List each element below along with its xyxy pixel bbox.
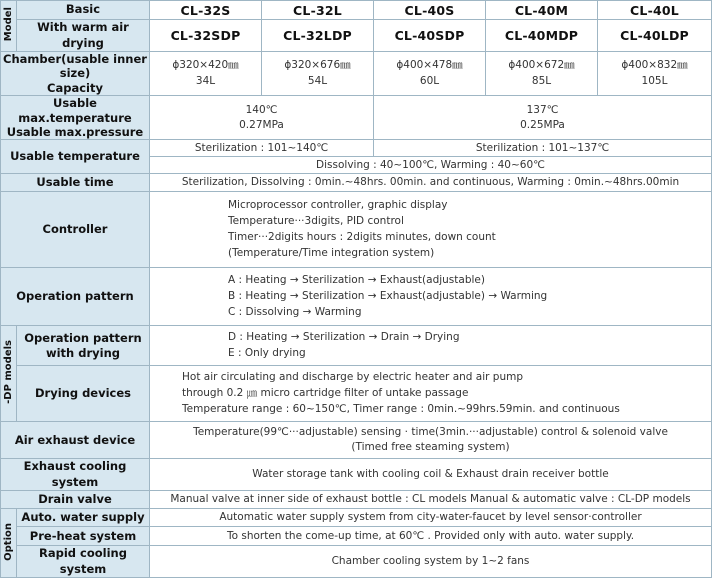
drying-devices-spec: Hot air circulating and discharge by electric heater and air pump through 0.2 ㎛ micro cartridge filter of untake passage Temperature range : 60~150℃, Timer range : 0min.~99hrs.59min. and continuous: [150, 366, 712, 422]
label-max-temperature: Usable max.temperature Usable max.pressure: [1, 96, 150, 140]
model-cell: CL-40L: [598, 1, 712, 20]
label-exhaust-cooling: Exhaust cooling system: [1, 459, 150, 491]
row-chamber: [1, 52, 712, 96]
dissolving-range: Dissolving : 40~100℃, Warming : 40~60℃: [150, 157, 712, 174]
row-operation-pattern: [1, 268, 712, 326]
row-usable-time: [1, 174, 712, 192]
group-label-model: Model: [1, 1, 17, 52]
usable-temp-cl32: Sterilization : 101~140℃: [150, 140, 374, 157]
chamber-cell: ϕ400×478㎜ 60L: [374, 52, 486, 96]
label-capacity: Capacity: [47, 80, 103, 95]
max-temp-cl32: 140℃ 0.27MPa: [150, 96, 374, 140]
row-basic: [1, 1, 712, 20]
model-cell: CL-40SDP: [374, 20, 486, 52]
operation-drying-list: D : Heating → Sterilization → Drain → Drying E : Only drying: [150, 326, 712, 366]
model-cell: CL-32S: [150, 1, 262, 20]
model-cell: CL-32SDP: [150, 20, 262, 52]
model-cell: CL-40MDP: [486, 20, 598, 52]
label-auto-water-supply: Auto. water supply: [17, 509, 150, 527]
label-operation-pattern: Operation pattern: [1, 268, 150, 326]
row-air-exhaust: [1, 422, 712, 459]
air-exhaust-spec: Temperature(99℃···adjustable) sensing · time(3min.···adjustable) control & solenoid valve (Timed free steaming system): [150, 422, 712, 459]
row-auto-water-supply: [1, 509, 712, 527]
label-warm-air: With warm air drying: [17, 20, 150, 52]
max-temp-cl40: 137℃ 0.25MPa: [374, 96, 712, 140]
row-controller: [1, 192, 712, 268]
label-usable-temperature: Usable temperature: [1, 140, 150, 174]
chamber-cell: ϕ400×832㎜ 105L: [598, 52, 712, 96]
row-operation-drying: [1, 326, 712, 366]
row-max-temperature: [1, 96, 712, 140]
row-exhaust-cooling: [1, 459, 712, 491]
row-usable-temperature: [1, 140, 712, 157]
model-cell: CL-32LDP: [262, 20, 374, 52]
chamber-cell: ϕ400×672㎜ 85L: [486, 52, 598, 96]
chamber-cell: ϕ320×420㎜ 34L: [150, 52, 262, 96]
usable-temp-cl40: Sterilization : 101~137℃: [374, 140, 712, 157]
row-drying-devices: [1, 366, 712, 422]
label-drying-devices: Drying devices: [17, 366, 150, 422]
model-cell: CL-40M: [486, 1, 598, 20]
row-warm-air: [1, 20, 712, 52]
controller-spec: Microprocessor controller, graphic display Temperature···3digits, PID control Timer···2digits hours : 2digits minutes, down count (Temperature/Time integration system): [150, 192, 712, 268]
group-label-dp-models: -DP models: [1, 326, 17, 422]
auto-water-supply-value: Automatic water supply system from city-water-faucet by level sensor·controller: [150, 509, 712, 527]
label-drain-valve: Drain valve: [1, 491, 150, 509]
label-pre-heat: Pre-heat system: [17, 527, 150, 546]
label-usable-time: Usable time: [1, 174, 150, 192]
chamber-cell: ϕ320×676㎜ 54L: [262, 52, 374, 96]
model-cell: CL-32L: [262, 1, 374, 20]
drain-valve-value: Manual valve at inner side of exhaust bottle : CL models Manual & automatic valve : CL-DP models: [150, 491, 712, 509]
model-cell: CL-40LDP: [598, 20, 712, 52]
label-chamber: [1, 52, 150, 96]
exhaust-cooling-value: Water storage tank with cooling coil & Exhaust drain receiver bottle: [150, 459, 712, 491]
group-label-option: Option: [1, 509, 17, 578]
operation-pattern-list: A : Heating → Sterilization → Exhaust(adjustable) B : Heating → Sterilization → Exhaust(adjustable) → Warming C : Dissolving → Warming: [150, 268, 712, 326]
label-air-exhaust: Air exhaust device: [1, 422, 150, 459]
usable-time-value: Sterilization, Dissolving : 0min.~48hrs. 00min. and continuous, Warming : 0min.~48hrs.00min: [150, 174, 712, 192]
label-chamber-size: Chamber(usable inner size): [3, 52, 147, 81]
model-cell: CL-40S: [374, 1, 486, 20]
label-operation-drying: Operation pattern with drying: [17, 326, 150, 366]
rapid-cooling-value: Chamber cooling system by 1~2 fans: [150, 546, 712, 578]
pre-heat-value: To shorten the come-up time, at 60℃ . Provided only with auto. water supply.: [150, 527, 712, 546]
row-drain-valve: [1, 491, 712, 509]
label-rapid-cooling: Rapid cooling system: [17, 546, 150, 578]
label-controller: Controller: [1, 192, 150, 268]
label-basic: Basic: [17, 1, 150, 20]
row-rapid-cooling: [1, 546, 712, 578]
